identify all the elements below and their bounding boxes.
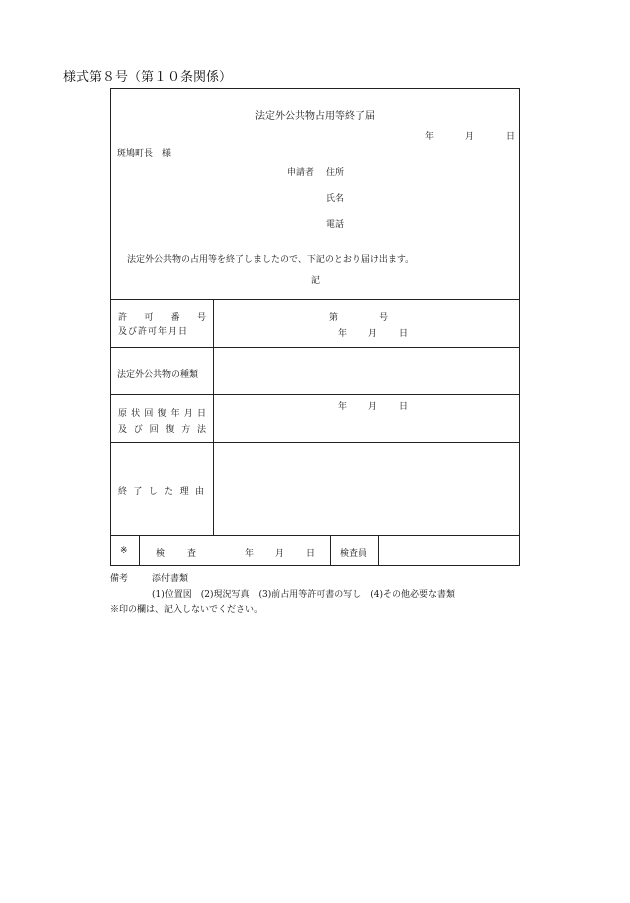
label-char: 法 — [196, 425, 206, 435]
remarks-label: 備考 — [110, 574, 129, 584]
permit-label-line1 — [118, 310, 206, 323]
label-char: 終 — [118, 487, 128, 497]
date-day: 日 — [506, 132, 516, 142]
label-char: 可 — [144, 313, 154, 323]
label-char: 由 — [194, 487, 204, 497]
applicant-label: 申請者 — [287, 168, 315, 178]
label-char: 月 — [183, 409, 193, 419]
footnote: ※印の欄は、記入しないでください。 — [110, 605, 264, 615]
inspection-date-month: 月 — [275, 549, 285, 559]
label-char: 復 — [165, 425, 175, 435]
inspection-date-year: 年 — [245, 549, 255, 559]
label-char: 号 — [196, 313, 206, 323]
reason-label — [118, 484, 204, 497]
attachments-label: 添付書類 — [152, 574, 189, 584]
date-month: 月 — [465, 132, 475, 142]
permit-date-year: 年 — [338, 329, 348, 339]
document-title: 法定外公共物占用等終了届 — [255, 111, 375, 122]
phone-label: 電話 — [326, 220, 345, 230]
row-divider — [111, 442, 519, 443]
inspection-label-char: 査 — [187, 549, 197, 559]
ki-label: 記 — [311, 276, 321, 286]
permit-number-prefix: 第 — [329, 313, 339, 323]
label-char: た — [164, 487, 174, 497]
label-char: び — [133, 425, 143, 435]
row-divider — [111, 347, 519, 348]
label-char: 原 — [118, 409, 128, 419]
permit-date-day: 日 — [399, 329, 409, 339]
inspection-mark: ※ — [120, 546, 128, 556]
addressee: 斑鳩町長 様 — [117, 149, 172, 159]
inspection-label-char: 検 — [156, 549, 166, 559]
attachments-list: (1)位置図 (2)現況写真 (3)前占用等許可書の写し (4)その他必要な書類 — [152, 590, 455, 600]
permit-label-line2: 及び許可年月日 — [118, 327, 189, 337]
form-number-label: 様式第８号（第１０条関係） — [63, 70, 233, 85]
permit-date-month: 月 — [368, 329, 378, 339]
address-label: 住所 — [326, 168, 345, 178]
kind-label: 法定外公共物の種類 — [117, 370, 199, 380]
restoration-date-day: 日 — [399, 402, 409, 412]
restoration-date-month: 月 — [368, 402, 378, 412]
restoration-date-year: 年 — [338, 402, 348, 412]
column-divider — [213, 299, 214, 535]
column-divider — [378, 535, 379, 566]
label-char: 回 — [149, 425, 159, 435]
column-divider — [139, 535, 140, 566]
label-char: 及 — [118, 425, 128, 435]
restoration-label-line2 — [118, 422, 206, 435]
row-divider — [111, 535, 519, 536]
label-char: 許 — [118, 313, 128, 323]
restoration-label-line1 — [118, 406, 206, 419]
statement-text: 法定外公共物の占用等を終了しましたので、下記のとおり届け出ます。 — [127, 255, 415, 265]
label-char: 方 — [181, 425, 191, 435]
label-char: 番 — [170, 313, 180, 323]
label-char: 年 — [170, 409, 180, 419]
label-char: 日 — [196, 409, 206, 419]
column-divider — [330, 535, 331, 566]
inspector-label: 検査員 — [340, 549, 368, 559]
label-char: 了 — [133, 487, 143, 497]
permit-number-suffix: 号 — [379, 313, 389, 323]
label-char: 復 — [157, 409, 167, 419]
name-label: 氏名 — [326, 194, 345, 204]
date-year: 年 — [425, 132, 435, 142]
label-char: 状 — [131, 409, 141, 419]
label-char: 理 — [179, 487, 189, 497]
form-frame — [110, 88, 520, 566]
inspection-date-day: 日 — [306, 549, 316, 559]
label-char: 回 — [144, 409, 154, 419]
row-divider — [111, 394, 519, 395]
label-char: し — [148, 487, 158, 497]
row-divider — [111, 299, 519, 300]
